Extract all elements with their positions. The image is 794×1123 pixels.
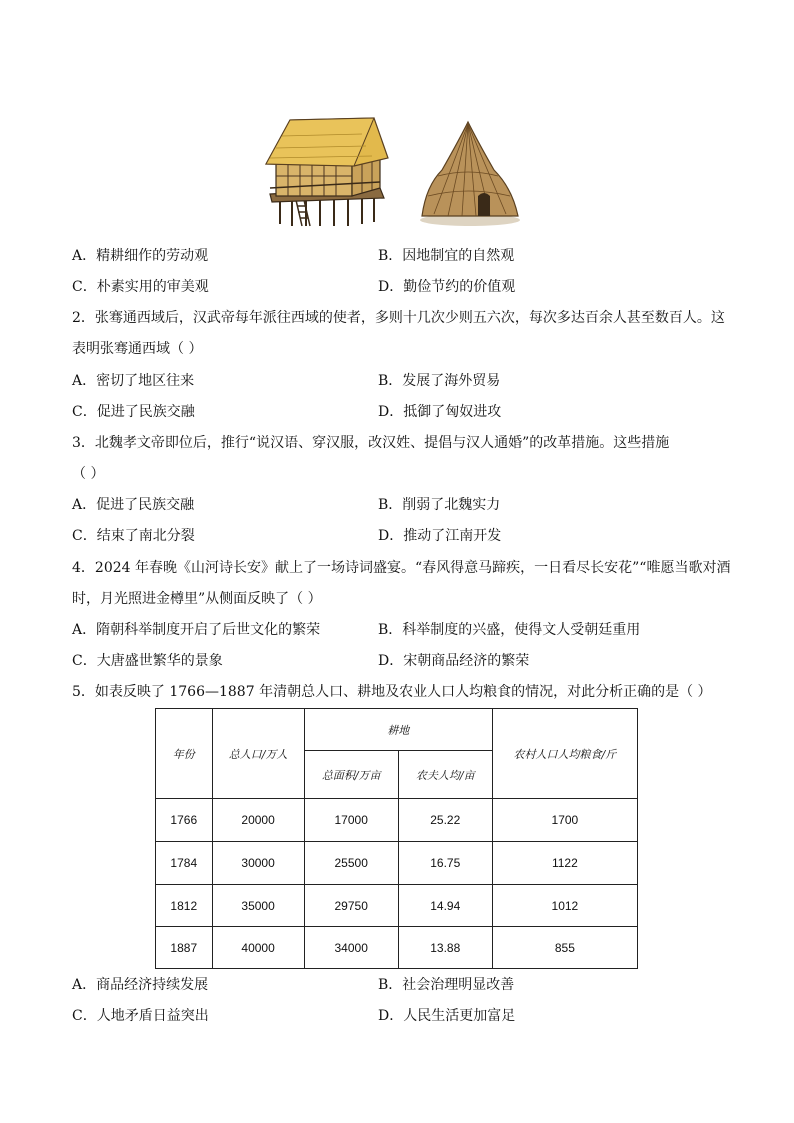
q5-stem-line1: 5．如表反映了 1766—1887 年清朝总人口、耕地及农业人口人均粮食的情况，对此分析正确的是（ ） (72, 684, 712, 700)
q3-option-a: A．促进了民族交融 (72, 497, 195, 513)
header-per-farmer: 农夫人均/亩 (398, 751, 492, 799)
cell-population: 35000 (212, 885, 304, 927)
q4-option-b: B．科举制度的兴盛，使得文人受朝廷重用 (378, 622, 641, 638)
cell-per-farmer: 14.94 (398, 885, 492, 927)
cell-year: 1784 (156, 842, 213, 885)
q3-stem-line1: 3．北魏孝文帝即位后，推行“说汉语、穿汉服，改汉姓、提倡与汉人通婚”的改革措施。这些措施 (72, 435, 670, 451)
dwellings-figure (262, 116, 522, 230)
q3-option-c: C．结束了南北分裂 (72, 528, 195, 544)
cell-year: 1812 (156, 885, 213, 927)
q4-option-a: A．隋朝科举制度开启了后世文化的繁荣 (72, 622, 321, 638)
cell-year: 1887 (156, 927, 213, 969)
cell-per-farmer: 25.22 (398, 799, 492, 842)
table-row (156, 885, 638, 927)
table-header-row (156, 709, 638, 751)
q3-stem-line2: （ ） (72, 466, 105, 482)
header-area: 总面积/万亩 (304, 751, 398, 799)
q1-option-a: A．精耕细作的劳动观 (72, 248, 209, 264)
cell-year: 1766 (156, 799, 213, 842)
q3-option-b: B．削弱了北魏实力 (378, 497, 501, 513)
q5-option-c: C．人地矛盾日益突出 (72, 1008, 209, 1024)
table-row (156, 927, 638, 969)
q2-option-d: D．抵御了匈奴进攻 (378, 404, 502, 420)
round-hut-image (420, 122, 520, 226)
cell-per-farmer: 13.88 (398, 927, 492, 969)
q4-option-d: D．宋朝商品经济的繁荣 (378, 653, 530, 669)
cell-grain: 1700 (492, 799, 637, 842)
q1-option-c: C．朴素实用的审美观 (72, 279, 209, 295)
cell-grain: 855 (492, 927, 637, 969)
header-population: 总人口/万人 (212, 709, 304, 799)
q4-stem-line2: 时，月光照进金樽里”从侧面反映了（ ） (72, 591, 322, 607)
header-farmland: 耕地 (304, 709, 492, 751)
table-row (156, 842, 638, 885)
header-grain: 农村人口人均粮食/斤 (492, 709, 637, 799)
cell-population: 20000 (212, 799, 304, 842)
q5-option-b: B．社会治理明显改善 (378, 977, 515, 993)
q1-option-d: D．勤俭节约的价值观 (378, 279, 516, 295)
cell-grain: 1122 (492, 842, 637, 885)
q2-stem-line1: 2．张骞通西域后，汉武帝每年派往西域的使者，多则十几次少则五六次，每次多达百余人甚至数百人。这 (72, 310, 725, 326)
q5-option-a: A．商品经济持续发展 (72, 977, 209, 993)
q3-option-d: D．推动了江南开发 (378, 528, 502, 544)
cell-area: 34000 (304, 927, 398, 969)
stilt-house-image (266, 118, 388, 226)
cell-area: 17000 (304, 799, 398, 842)
cell-grain: 1012 (492, 885, 637, 927)
q4-stem-line1: 4．2024 年春晚《山河诗长安》献上了一场诗词盛宴。“春风得意马蹄疾，一日看尽长安花”“唯愿当歌对酒 (72, 560, 731, 576)
population-farmland-table (155, 708, 638, 969)
q2-option-c: C．促进了民族交融 (72, 404, 195, 420)
cell-area: 25500 (304, 842, 398, 885)
cell-per-farmer: 16.75 (398, 842, 492, 885)
cell-population: 30000 (212, 842, 304, 885)
q1-option-b: B．因地制宜的自然观 (378, 248, 515, 264)
dwellings-illustration (262, 116, 522, 230)
header-year: 年份 (156, 709, 213, 799)
table-row (156, 799, 638, 842)
q5-option-d: D．人民生活更加富足 (378, 1008, 516, 1024)
q2-stem-line2: 表明张骞通西域（ ） (72, 341, 203, 357)
q4-option-c: C．大唐盛世繁华的景象 (72, 653, 223, 669)
cell-area: 29750 (304, 885, 398, 927)
q2-option-b: B．发展了海外贸易 (378, 373, 501, 389)
cell-population: 40000 (212, 927, 304, 969)
q2-option-a: A．密切了地区往来 (72, 373, 195, 389)
